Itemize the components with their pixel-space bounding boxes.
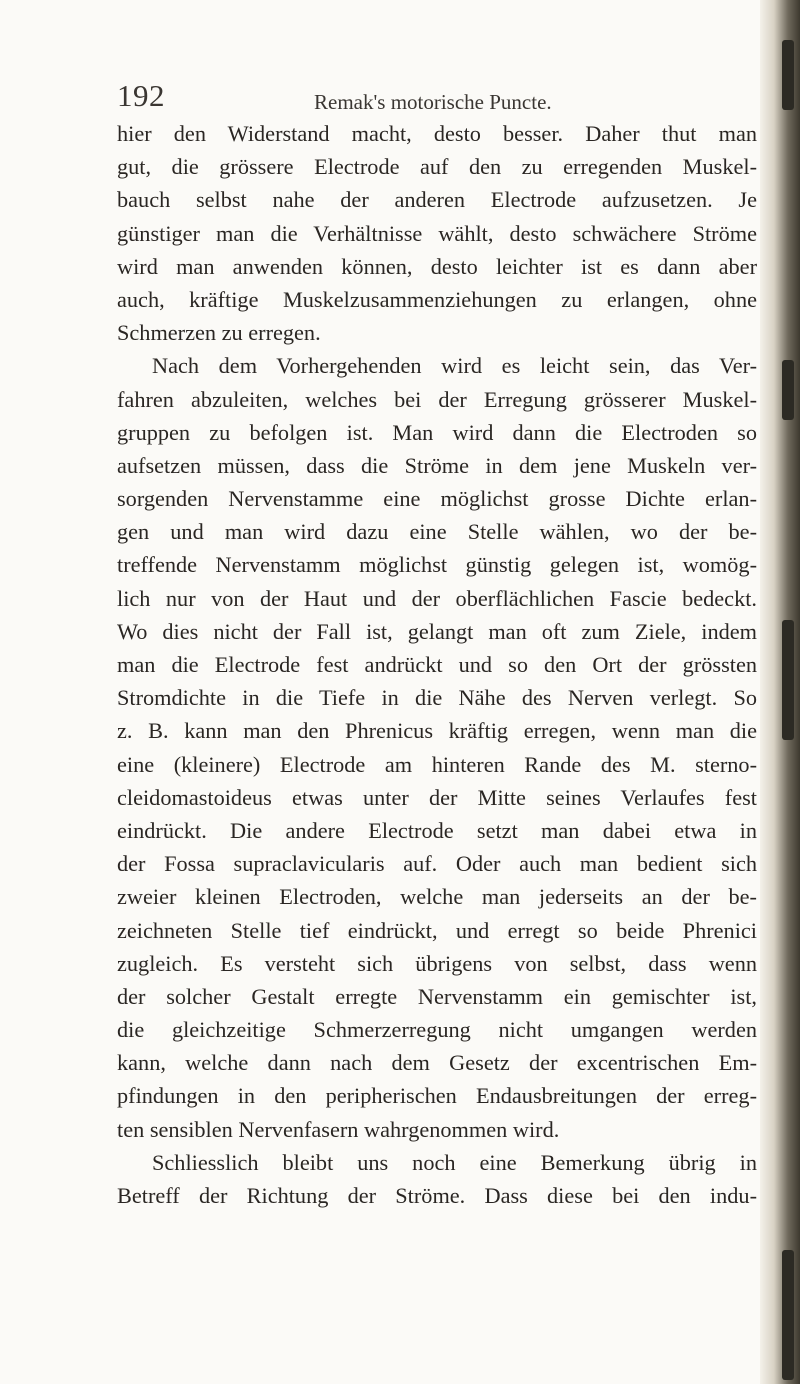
text-line: hier den Widerstand macht, desto besser. Daher thut man bbox=[117, 121, 757, 146]
text-line: z. B. kann man den Phrenicus kräftig erregen, wenn man die bbox=[117, 718, 757, 744]
text-line: cleidomastoideus etwas unter der Mitte seines Verlaufes fest bbox=[117, 784, 757, 810]
text-line: bauch selbst nahe der anderen Electrode aufzusetzen. Je bbox=[117, 187, 757, 213]
text-line: aufsetzen müssen, dass die Ströme in dem jene Muskeln ver- bbox=[117, 452, 757, 478]
text-line: fahren abzuleiten, welches bei der Erregung grösserer Muskel- bbox=[117, 386, 757, 412]
text-line: man die Electrode fest andrückt und so den Ort der grössten bbox=[117, 652, 757, 677]
page-header bbox=[117, 78, 757, 118]
text-line: zweier kleinen Electroden, welche man jederseits an der be- bbox=[117, 884, 757, 910]
text-line: Schliesslich bleibt uns noch eine Bemerkung übrig in bbox=[152, 1149, 757, 1175]
page-binding-edge bbox=[760, 0, 800, 1384]
running-head: Remak's motorische Puncte. bbox=[314, 90, 552, 114]
binding-shadow bbox=[782, 1250, 794, 1380]
text-line: Schmerzen zu erregen. bbox=[117, 320, 321, 346]
binding-shadow bbox=[782, 40, 794, 110]
text-line: wird man anwenden können, desto leichter ist es dann aber bbox=[117, 253, 757, 279]
body-text bbox=[117, 117, 757, 1212]
binding-shadow bbox=[782, 360, 794, 420]
text-line: der solcher Gestalt erregte Nervenstamm ein gemischter ist, bbox=[117, 983, 757, 1009]
text-line: gruppen zu befolgen ist. Man wird dann die Electroden so bbox=[117, 419, 757, 445]
text-line: der Fossa supraclavicularis auf. Oder auch man bedient sich bbox=[117, 851, 757, 877]
text-line: kann, welche dann nach dem Gesetz der excentrischen Em- bbox=[117, 1050, 757, 1076]
text-line: Stromdichte in die Tiefe in die Nähe des Nerven verlegt. So bbox=[117, 685, 757, 711]
text-line: ten sensiblen Nervenfasern wahrgenommen wird. bbox=[117, 1116, 560, 1142]
text-line: zugleich. Es versteht sich übrigens von selbst, dass wenn bbox=[117, 950, 757, 976]
text-line: gut, die grössere Electrode auf den zu erregenden Muskel- bbox=[117, 154, 757, 180]
text-line: sorgenden Nervenstamme eine möglichst grosse Dichte erlan- bbox=[117, 486, 757, 512]
text-line: eindrückt. Die andere Electrode setzt man dabei etwa in bbox=[117, 817, 757, 843]
text-line: Betreff der Richtung der Ströme. Dass diese bei den indu- bbox=[117, 1183, 757, 1208]
text-line: Wo dies nicht der Fall ist, gelangt man oft zum Ziele, indem bbox=[117, 618, 757, 644]
text-line: pfindungen in den peripherischen Endausbreitungen der erreg- bbox=[117, 1083, 757, 1109]
text-line: eine (kleinere) Electrode am hinteren Rande des M. sterno- bbox=[117, 751, 757, 777]
text-line: zeichneten Stelle tief eindrückt, und erregt so beide Phrenici bbox=[117, 917, 757, 943]
text-line: gen und man wird dazu eine Stelle wählen, wo der be- bbox=[117, 519, 757, 545]
text-line: günstiger man die Verhältnisse wählt, desto schwächere Ströme bbox=[117, 220, 757, 246]
text-line: treffende Nervenstamm möglichst günstig gelegen ist, womög- bbox=[117, 552, 757, 578]
text-line: lich nur von der Haut und der oberflächlichen Fascie bedeckt. bbox=[117, 585, 757, 611]
binding-shadow bbox=[782, 620, 794, 740]
text-line: auch, kräftige Muskelzusammenziehungen zu erlangen, ohne bbox=[117, 286, 757, 312]
page-number: 192 bbox=[117, 78, 165, 113]
text-line: Nach dem Vorhergehenden wird es leicht sein, das Ver- bbox=[152, 353, 757, 379]
text-line: die gleichzeitige Schmerzerregung nicht umgangen werden bbox=[117, 1017, 757, 1043]
